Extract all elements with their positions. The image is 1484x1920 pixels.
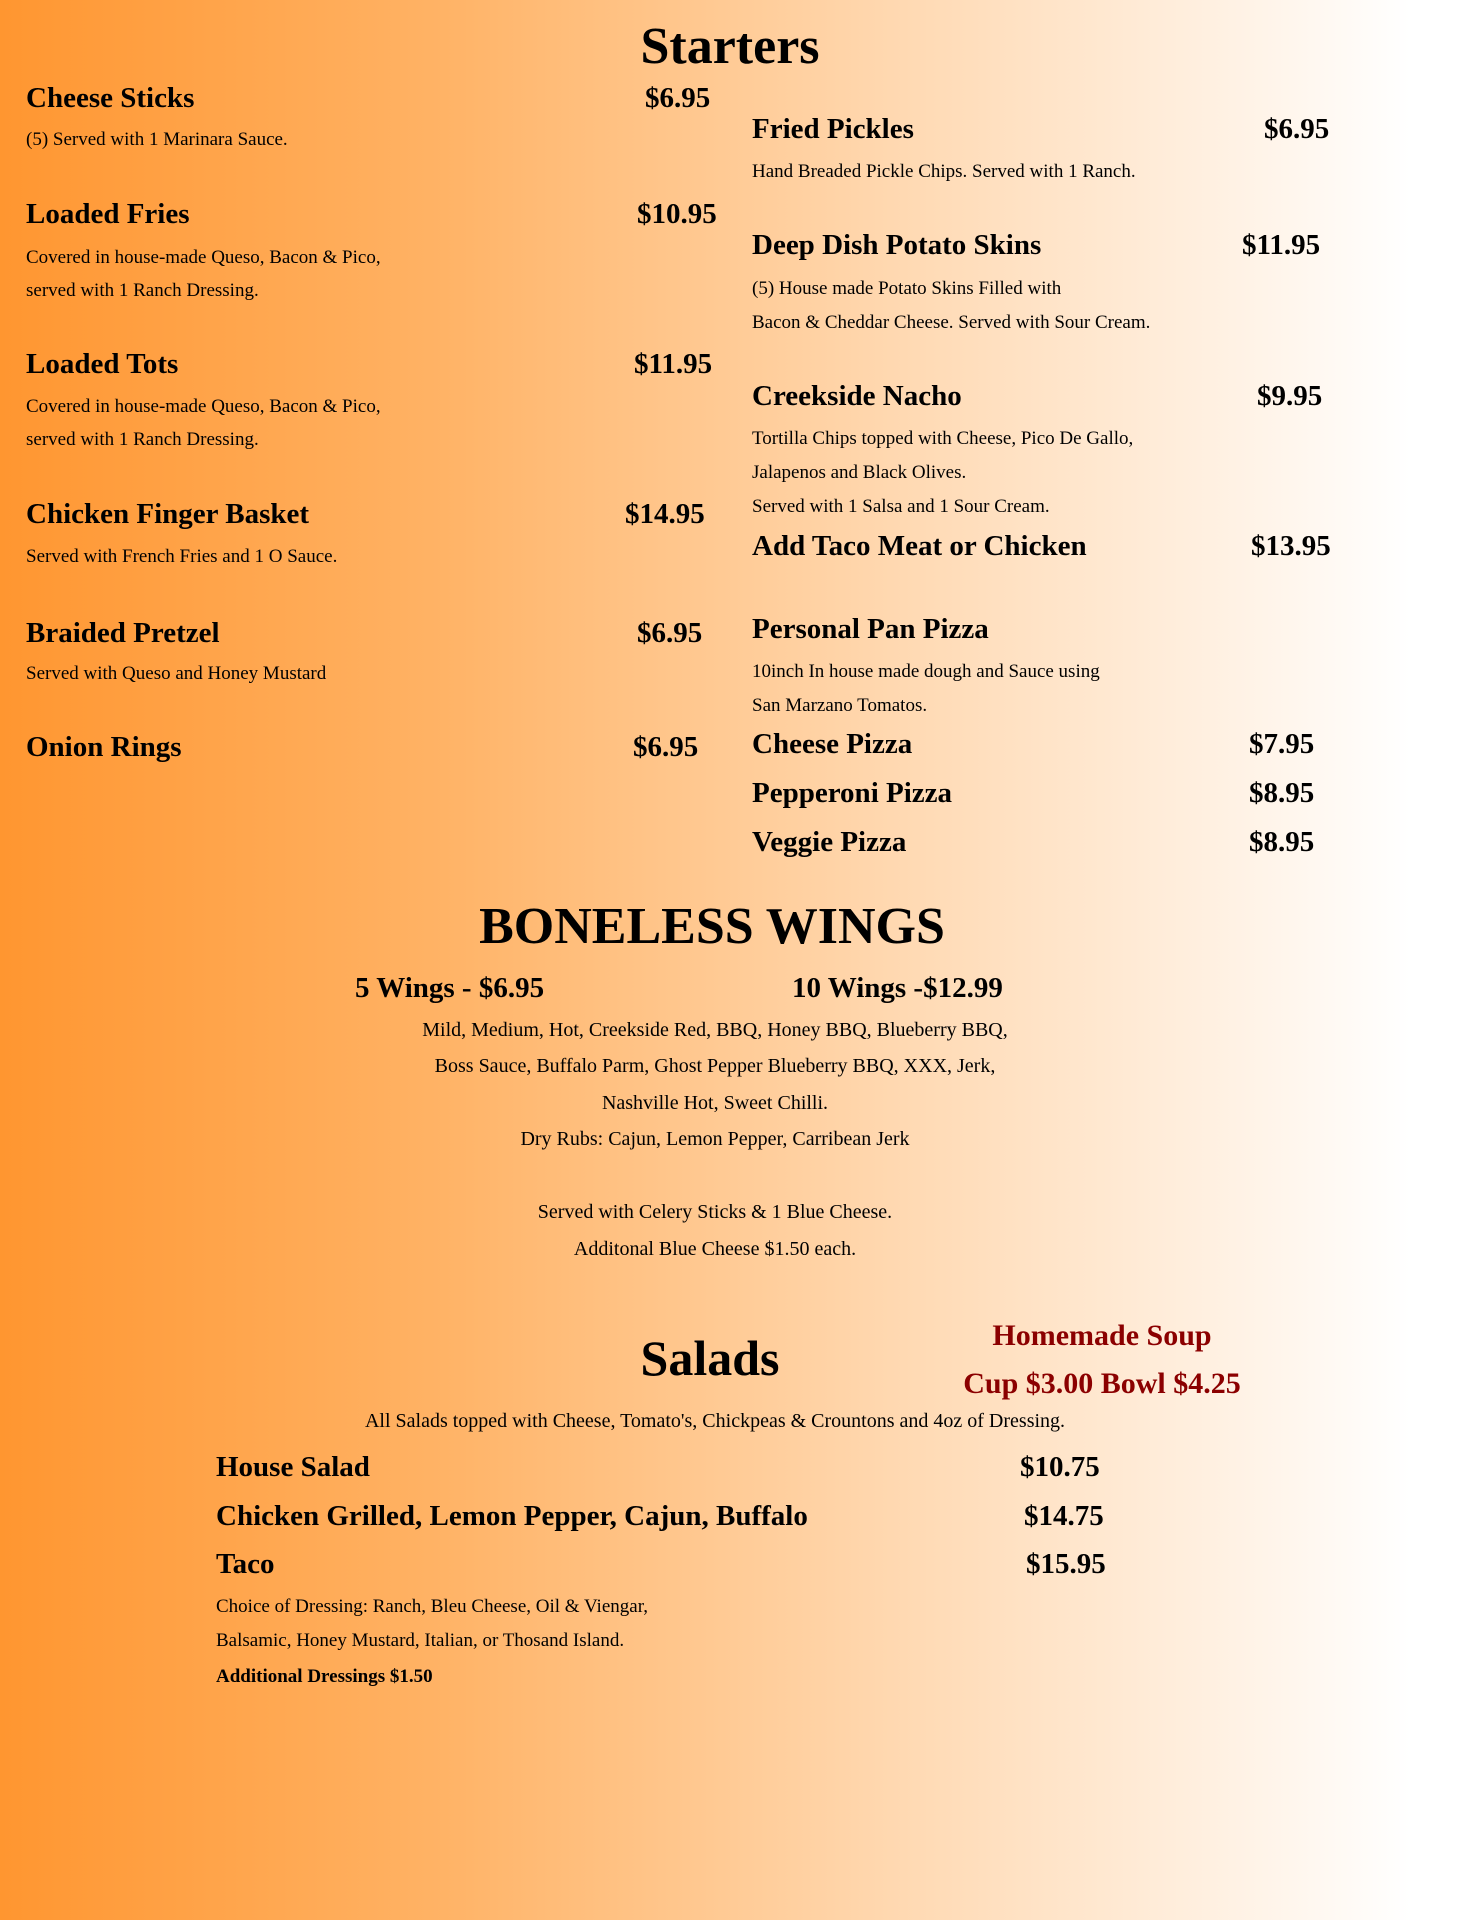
menu-item-price: $11.95 <box>1242 229 1321 261</box>
menu-item-price: $7.95 <box>1249 728 1315 760</box>
menu-item-name: Pepperoni Pizza <box>752 777 953 809</box>
menu-item-price: $9.95 <box>1257 380 1323 412</box>
wings-dry-rubs: Dry Rubs: Cajun, Lemon Pepper, Carribean Jerk <box>520 1128 910 1150</box>
menu-item-desc: (5) Served with 1 Marinara Sauce. <box>26 129 288 150</box>
menu-item-desc: San Marzano Tomatos. <box>752 695 928 716</box>
menu-item-price: $8.95 <box>1249 826 1315 858</box>
salads-title: Salads <box>640 1330 780 1386</box>
menu-item-name: Chicken Finger Basket <box>26 498 310 530</box>
wings-flavors-line: Nashville Hot, Sweet Chilli. <box>601 1092 829 1114</box>
menu-item-name: Cheese Pizza <box>752 728 913 760</box>
menu-item-desc: Jalapenos and Black Olives. <box>752 462 967 483</box>
menu-item-desc: Served with 1 Salsa and 1 Sour Cream. <box>752 496 1050 517</box>
salad-dressing-line: Balsamic, Honey Mustard, Italian, or Thosand Island. <box>216 1630 625 1651</box>
menu-item-name: Loaded Fries <box>26 198 190 230</box>
menu-item-name: Loaded Tots <box>26 348 179 380</box>
salad-item-price: $14.75 <box>1024 1500 1104 1532</box>
wings-flavors-line: Boss Sauce, Buffalo Parm, Ghost Pepper Blueberry BBQ, XXX, Jerk, <box>434 1055 996 1077</box>
menu-item-price: $6.95 <box>1264 113 1330 145</box>
menu-item-name: Add Taco Meat or Chicken <box>752 530 1087 562</box>
salad-item-price: $10.75 <box>1020 1451 1100 1483</box>
salad-item-price: $15.95 <box>1026 1548 1106 1580</box>
wings-option-10: 10 Wings -$12.99 <box>792 972 1003 1004</box>
menu-item-name: Creekside Nacho <box>752 380 962 412</box>
menu-item-name: Veggie Pizza <box>752 826 907 858</box>
menu-item-price: $6.95 <box>637 617 703 649</box>
menu-item-name: Cheese Sticks <box>26 82 195 114</box>
menu-item-price: $8.95 <box>1249 777 1315 809</box>
salad-item-name: Chicken Grilled, Lemon Pepper, Cajun, Buffalo <box>216 1500 808 1532</box>
menu-item-name: Braided Pretzel <box>26 617 220 649</box>
menu-item-desc: served with 1 Ranch Dressing. <box>26 280 259 301</box>
menu-item-price: $6.95 <box>645 82 711 114</box>
menu-item-price: $14.95 <box>625 498 705 530</box>
wings-flavors-line: Mild, Medium, Hot, Creekside Red, BBQ, Honey BBQ, Blueberry BBQ, <box>422 1019 1008 1041</box>
menu-item-desc: 10inch In house made dough and Sauce using <box>752 661 1100 682</box>
menu-item-price: $13.95 <box>1251 530 1331 562</box>
wings-served-with: Served with Celery Sticks & 1 Blue Cheese. <box>537 1201 893 1223</box>
wings-option-5: 5 Wings - $6.95 <box>355 972 545 1004</box>
menu-item-price: $10.95 <box>637 198 717 230</box>
menu-item-desc: Hand Breaded Pickle Chips. Served with 1 Ranch. <box>752 161 1136 182</box>
wings-title: BONELESS WINGS <box>479 898 945 955</box>
menu-item-name: Personal Pan Pizza <box>752 613 989 645</box>
menu-item-desc: served with 1 Ranch Dressing. <box>26 429 259 450</box>
menu-item-desc: Served with French Fries and 1 O Sauce. <box>26 546 338 567</box>
menu-item-desc: Covered in house-made Queso, Bacon & Pico, <box>26 247 381 268</box>
menu-item-name: Onion Rings <box>26 731 182 763</box>
menu-item-price: $11.95 <box>634 348 713 380</box>
soup-title: Homemade Soup <box>992 1319 1212 1352</box>
salads-subtitle: All Salads topped with Cheese, Tomato's, Chickpeas & Crountons and 4oz of Dressing. <box>364 1410 1066 1432</box>
wings-additional: Additonal Blue Cheese $1.50 each. <box>573 1238 857 1260</box>
starters-title: Starters <box>640 18 820 75</box>
menu-item-price: $6.95 <box>633 731 699 763</box>
salad-item-name: House Salad <box>216 1451 370 1483</box>
menu-item-desc: Served with Queso and Honey Mustard <box>26 663 327 684</box>
menu-item-desc: (5) House made Potato Skins Filled with <box>752 278 1062 299</box>
menu-item-name: Deep Dish Potato Skins <box>752 229 1042 261</box>
soup-prices: Cup $3.00 Bowl $4.25 <box>963 1367 1241 1400</box>
salad-dressing-line: Choice of Dressing: Ranch, Bleu Cheese, Oil & Viengar, <box>216 1596 649 1617</box>
menu-item-desc: Bacon & Cheddar Cheese. Served with Sour Cream. <box>752 312 1151 333</box>
menu-item-desc: Covered in house-made Queso, Bacon & Pico, <box>26 396 381 417</box>
salad-additional-dressings: Additional Dressings $1.50 <box>216 1666 433 1687</box>
menu-item-name: Fried Pickles <box>752 113 914 145</box>
menu-item-desc: Tortilla Chips topped with Cheese, Pico De Gallo, <box>752 428 1134 449</box>
salad-item-name: Taco <box>216 1548 275 1580</box>
